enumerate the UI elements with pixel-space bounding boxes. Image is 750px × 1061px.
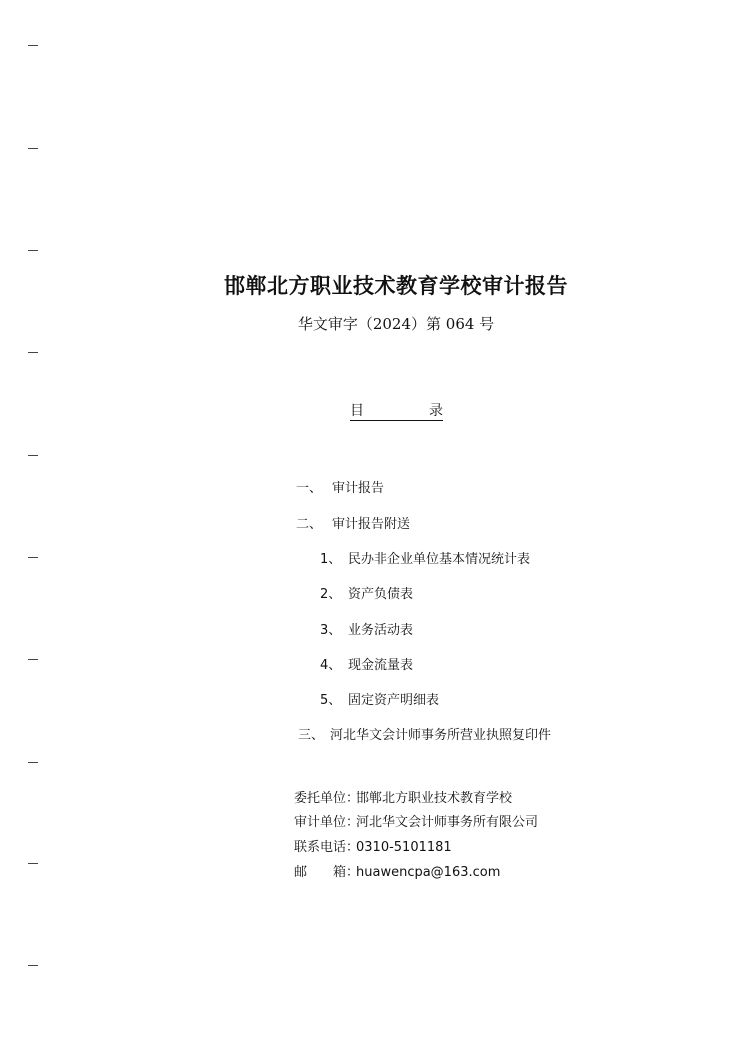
toc-item-label: 民办非企业单位基本情况统计表 (348, 552, 531, 567)
margin-mark (28, 455, 38, 456)
email-info-row (294, 861, 500, 880)
phone-label: 联系电话： (294, 840, 360, 855)
toc-item-label: 固定资产明细表 (348, 693, 440, 708)
margin-mark (28, 148, 38, 149)
toc-item-label: 审计报告附送 (332, 517, 411, 532)
toc-item[interactable] (320, 548, 530, 567)
client-info-row (294, 787, 512, 806)
toc-heading-left: 目 (350, 403, 364, 419)
toc-item-label: 河北华文会计师事务所营业执照复印件 (330, 728, 552, 743)
toc-item-number: 一、 (296, 481, 323, 496)
margin-mark (28, 965, 38, 966)
toc-item[interactable] (320, 689, 439, 708)
auditor-value: 河北华文会计师事务所有限公司 (356, 815, 539, 830)
toc-item[interactable] (296, 513, 410, 532)
toc-item-number: 1、 (320, 552, 342, 567)
toc-item[interactable] (298, 724, 551, 743)
email-label: 邮 箱： (294, 865, 360, 880)
document-number: 华文审字（2024）第 064 号 (297, 315, 495, 333)
toc-item-label: 资产负债表 (348, 587, 414, 602)
toc-item-number: 二、 (296, 517, 323, 532)
margin-mark (28, 45, 38, 46)
toc-item-number: 三、 (298, 728, 325, 743)
toc-item[interactable] (320, 619, 413, 638)
toc-item-number: 2、 (320, 587, 342, 602)
margin-mark (28, 250, 38, 251)
toc-item-number: 4、 (320, 658, 342, 673)
toc-item[interactable] (320, 654, 413, 673)
margin-mark (28, 659, 38, 660)
toc-item-label: 审计报告 (332, 481, 385, 496)
toc-item[interactable] (296, 477, 384, 496)
margin-mark (28, 557, 38, 558)
toc-item-number: 3、 (320, 623, 342, 638)
phone-info-row (294, 836, 452, 855)
auditor-label: 审计单位： (294, 815, 360, 830)
toc-item-label: 业务活动表 (348, 623, 414, 638)
client-label: 委托单位： (294, 791, 360, 806)
margin-mark (28, 352, 38, 353)
toc-heading-right: 录 (429, 403, 443, 419)
phone-value: 0310-5101181 (356, 840, 452, 855)
margin-mark (28, 863, 38, 864)
toc-item-number: 5、 (320, 693, 342, 708)
auditor-info-row (294, 811, 538, 830)
toc-heading (350, 403, 443, 421)
email-value[interactable]: huawencpa@163.com (356, 865, 501, 880)
report-title: 邯郸北方职业技术教育学校审计报告 (224, 273, 568, 298)
client-value: 邯郸北方职业技术教育学校 (356, 791, 513, 806)
margin-mark (28, 762, 38, 763)
toc-item[interactable] (320, 583, 413, 602)
toc-item-label: 现金流量表 (348, 658, 414, 673)
